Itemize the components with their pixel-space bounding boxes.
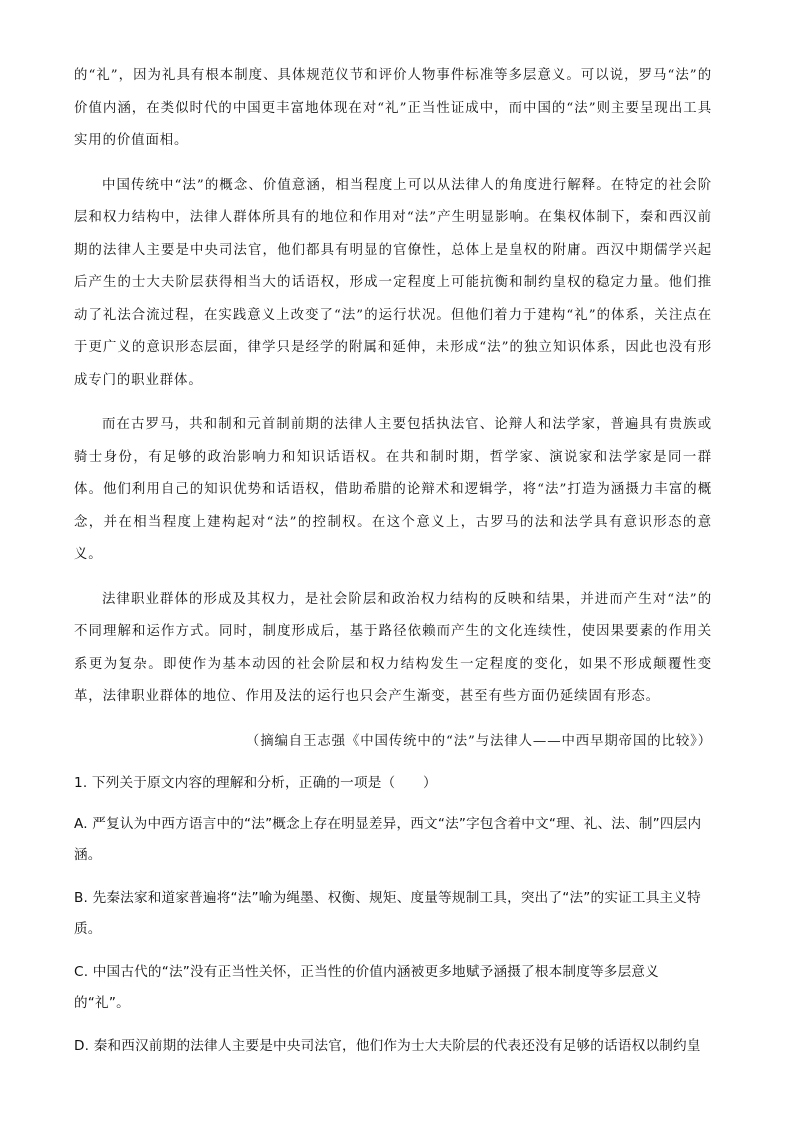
reading-passage (74, 60, 712, 758)
option-a[interactable]: A. 严复认为中西方语言中的“法”概念上存在明显差异，西文“法”字包含着中文“理、礼、法、制”四层内涵。 (74, 816, 702, 863)
question-block (74, 768, 712, 1062)
option-b[interactable]: B. 先秦法家和道家普遍将“法”喻为绳墨、权衡、规矩、度量等规制工具，突出了“法”的实证工具主义特质。 (74, 890, 701, 937)
option-c[interactable]: C. 中国古代的“法”没有正当性关怀，正当性的价值内涵被更多地赋予涵摄了根本制度等多层意义的“礼”。 (74, 964, 659, 1011)
passage-paragraph-2: 中国传统中“法”的概念、价值意涵，相当程度上可以从法律人的角度进行解释。在特定的社会阶层和权力结构中，法律人群体所具有的地位和作用对“法”产生明显影响。在集权体制下，秦和西汉前期的法律人主要是中央司法官，他们都具有明显的官僚性，总体上是皇权的附庸。西汉中期儒学兴起后产生的士大夫阶层获得相当大的话语权，形成一定程度上可能抗衡和制约皇权的稳定力量。他们推动了礼法合流过程，在实践意义上改变了“法”的运行状况。但他们着力于建构“礼”的体系，关注点在于更广义的意识形态层面，律学只是经学的附属和延伸，未形成“法”的独立知识体系，因此也没有形成专门的职业群体。 (74, 177, 712, 388)
option-d[interactable]: D. 秦和西汉前期的法律人主要是中央司法官，他们作为士大夫阶层的代表还没有足够的话语权以制约皇 (74, 1038, 701, 1054)
question-stem: 1. 下列关于原文内容的理解和分析，正确的一项是（ ） (74, 775, 437, 791)
passage-paragraph-4: 法律职业群体的形成及其权力，是社会阶层和政治权力结构的反映和结果，并进而产生对“法”的不同理解和运作方式。同时，制度形成后，基于路径依赖而产生的文化连续性，使因果要素的作用关系更为复杂。即使作为基本动因的社会阶层和权力结构发生一定程度的变化，如果不形成颠覆性变革，法律职业群体的地位、作用及法的运行也只会产生渐变，甚至有些方面仍延续固有形态。 (74, 591, 712, 704)
passage-paragraph-3: 而在古罗马，共和制和元首制前期的法律人主要包括执法官、论辩人和法学家，普遍具有贵族或骑士身份，有足够的政治影响力和知识话语权。在共和制时期，哲学家、演说家和法学家是同一群体。他们利用自己的知识优势和话语权，借助希腊的论辩术和逻辑学，将“法”打造为涵摄力丰富的概念，并在相当程度上建构起对“法”的控制权。在这个意义上，古罗马的法和法学具有意识形态的意义。 (74, 417, 712, 562)
passage-paragraph-1: 的“礼”，因为礼具有根本制度、具体规范仪节和评价人物事件标准等多层意义。可以说，罗马“法”的价值内涵，在类似时代的中国更丰富地体现在对“礼”正当性证成中，而中国的“法”则主要呈现出工具实用的价值面相。 (74, 68, 712, 148)
passage-source-citation: （摘编自王志强《中国传统中的“法”与法律人——中西早期帝国的比较》） (245, 733, 712, 749)
